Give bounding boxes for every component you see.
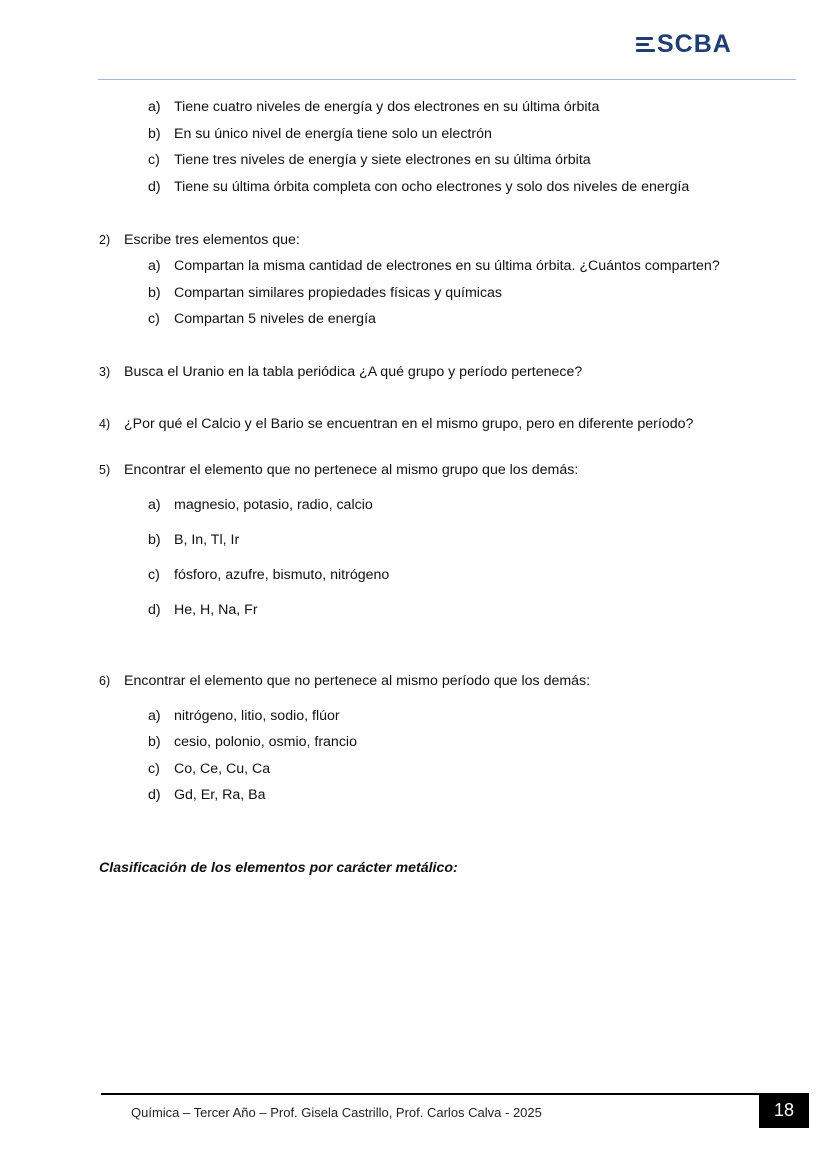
option-label: a) (148, 99, 161, 115)
question-text: Encontrar el elemento que no pertenece al mismo grupo que los demás: (124, 462, 579, 478)
option-label: c) (148, 567, 160, 583)
option-label: b) (148, 285, 161, 301)
option-label: b) (148, 126, 161, 142)
option-label: d) (148, 602, 161, 618)
option-label: a) (148, 708, 161, 724)
option-text: magnesio, potasio, radio, calcio (174, 497, 373, 513)
option-label: d) (148, 179, 161, 195)
option-label: c) (148, 152, 160, 168)
question-number: 6) (99, 674, 111, 688)
option-text: En su único nivel de energía tiene solo un electrón (174, 126, 492, 142)
footer-divider (101, 1093, 759, 1095)
page-number: 18 (759, 1093, 809, 1128)
question-number: 3) (99, 365, 111, 379)
scba-logo (636, 32, 732, 56)
option-text: Compartan 5 niveles de energía (174, 311, 376, 327)
question-number: 2) (99, 233, 111, 247)
option-text: Tiene su última órbita completa con ocho electrones y solo dos niveles de energía (174, 179, 690, 195)
option-text: B, In, Tl, Ir (174, 532, 240, 548)
option-label: c) (148, 311, 160, 327)
option-label: a) (148, 497, 161, 513)
question-text: Encontrar el elemento que no pertenece al mismo período que los demás: (124, 673, 591, 689)
option-text: Gd, Er, Ra, Ba (174, 787, 266, 803)
question-text: Escribe tres elementos que: (124, 232, 300, 248)
logo-bars-icon (636, 34, 656, 54)
option-text: Tiene cuatro niveles de energía y dos electrones en su última órbita (174, 99, 600, 115)
option-text: He, H, Na, Fr (174, 602, 258, 618)
option-text: Tiene tres niveles de energía y siete electrones en su última órbita (174, 152, 591, 168)
question-number: 4) (99, 417, 111, 431)
option-label: b) (148, 532, 161, 548)
section-title: Clasificación de los elementos por carácter metálico: (99, 860, 458, 876)
option-label: c) (148, 761, 160, 777)
option-text: fósforo, azufre, bismuto, nitrógeno (174, 567, 390, 583)
logo-text: SCBA (657, 30, 732, 58)
option-text: nitrógeno, litio, sodio, flúor (174, 708, 340, 724)
question-number: 5) (99, 463, 111, 477)
option-text: Compartan similares propiedades físicas y químicas (174, 285, 503, 301)
footer-text: Química – Tercer Año – Prof. Gisela Castrillo, Prof. Carlos Calva - 2025 (131, 1105, 542, 1120)
option-text: Compartan la misma cantidad de electrones en su última órbita. ¿Cuántos comparten? (174, 258, 720, 274)
option-text: cesio, polonio, osmio, francio (174, 734, 357, 750)
option-label: d) (148, 787, 161, 803)
header-divider (98, 79, 796, 80)
option-label: b) (148, 734, 161, 750)
option-text: Co, Ce, Cu, Ca (174, 761, 271, 777)
question-text: Busca el Uranio en la tabla periódica ¿A qué grupo y período pertenece? (124, 364, 583, 380)
option-label: a) (148, 258, 161, 274)
question-text: ¿Por qué el Calcio y el Bario se encuentran en el mismo grupo, pero en diferente período? (124, 416, 694, 432)
